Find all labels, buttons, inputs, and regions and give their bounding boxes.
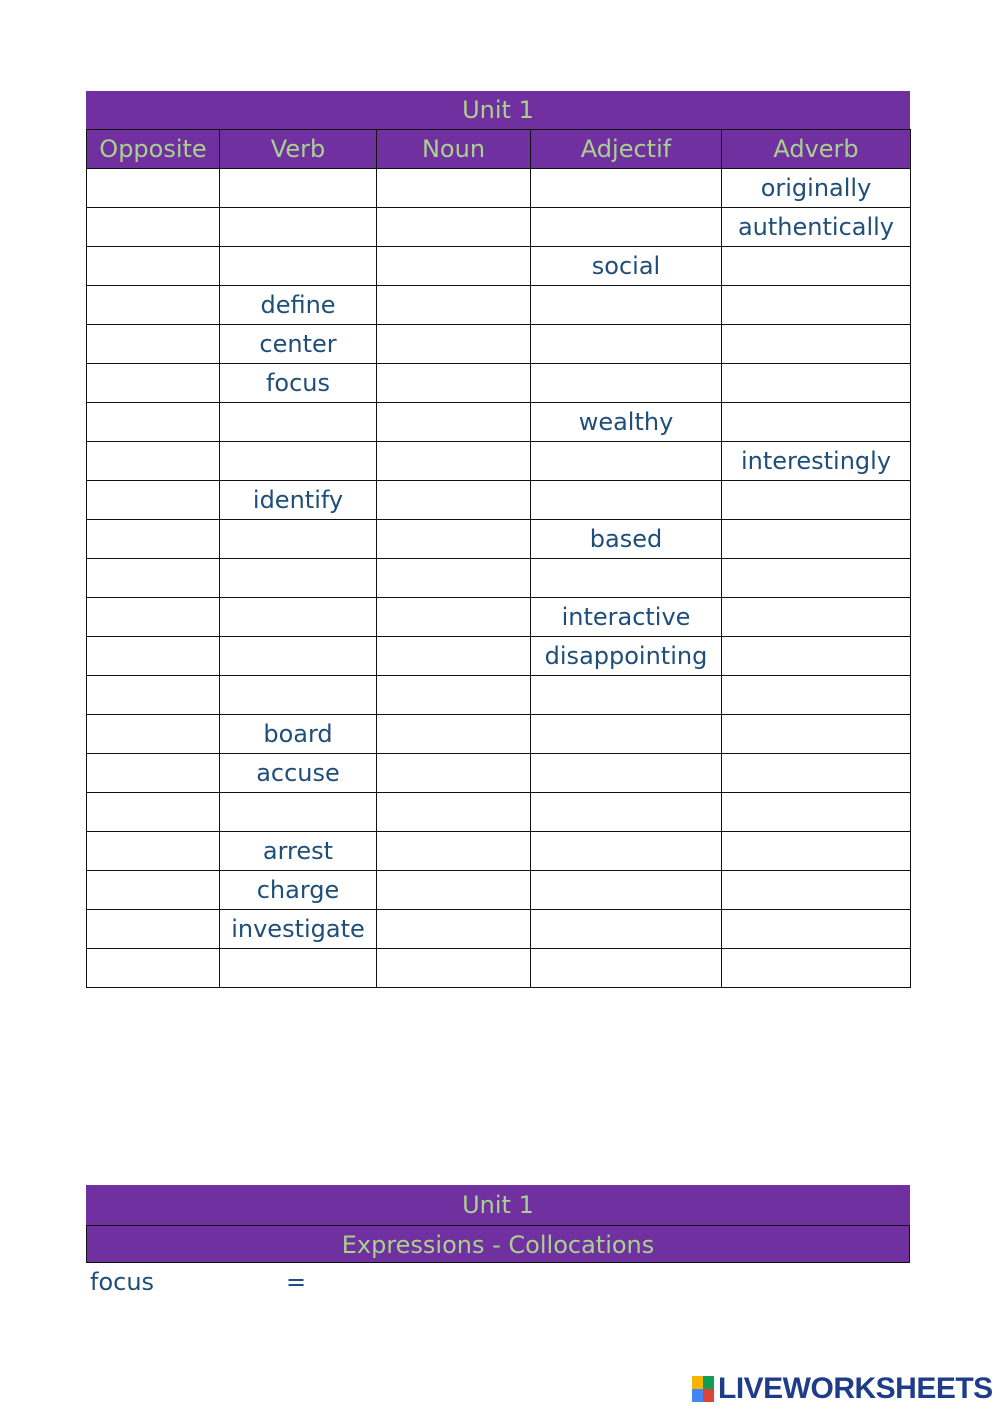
cell-verb[interactable] (220, 520, 377, 559)
cell-noun[interactable] (377, 481, 531, 520)
unit-title-banner: Unit 1 (86, 91, 910, 129)
expressions-section (86, 1185, 910, 1301)
cell-adjectif[interactable] (531, 871, 722, 910)
cell-opposite[interactable] (87, 247, 220, 286)
cell-verb: accuse (220, 754, 377, 793)
cell-adverb[interactable] (722, 481, 911, 520)
header-opposite: Opposite (87, 130, 220, 169)
cell-adjectif[interactable] (531, 364, 722, 403)
table-row (87, 247, 911, 286)
cell-noun[interactable] (377, 169, 531, 208)
cell-adjectif[interactable] (531, 325, 722, 364)
cell-opposite[interactable] (87, 715, 220, 754)
cell-opposite[interactable] (87, 598, 220, 637)
cell-opposite[interactable] (87, 793, 220, 832)
expressions-unit-banner: Unit 1 (86, 1185, 910, 1225)
cell-noun[interactable] (377, 832, 531, 871)
cell-adjectif[interactable] (531, 169, 722, 208)
table-row (87, 481, 911, 520)
cell-adverb[interactable] (722, 871, 911, 910)
cell-adverb[interactable] (722, 793, 911, 832)
header-verb: Verb (220, 130, 377, 169)
cell-adjectif[interactable] (531, 442, 722, 481)
cell-adverb: interestingly (722, 442, 911, 481)
cell-noun[interactable] (377, 871, 531, 910)
cell-adjectif[interactable] (531, 286, 722, 325)
table-row (87, 442, 911, 481)
table-row (87, 403, 911, 442)
cell-opposite[interactable] (87, 286, 220, 325)
table-row (87, 325, 911, 364)
cell-adjectif[interactable] (531, 949, 722, 988)
cell-noun[interactable] (377, 715, 531, 754)
cell-adverb[interactable] (722, 910, 911, 949)
cell-adverb[interactable] (722, 520, 911, 559)
table-row (87, 208, 911, 247)
cell-adverb[interactable] (722, 949, 911, 988)
cell-verb: define (220, 286, 377, 325)
liveworksheets-logo-icon (692, 1376, 714, 1402)
table-row (87, 520, 911, 559)
cell-opposite[interactable] (87, 208, 220, 247)
cell-verb: charge (220, 871, 377, 910)
cell-verb[interactable] (220, 403, 377, 442)
cell-verb[interactable] (220, 637, 377, 676)
vocabulary-table-section (86, 91, 910, 988)
header-adjectif: Adjectif (531, 130, 722, 169)
cell-verb[interactable] (220, 949, 377, 988)
cell-adjectif[interactable] (531, 754, 722, 793)
cell-adverb: authentically (722, 208, 911, 247)
cell-noun[interactable] (377, 364, 531, 403)
cell-noun[interactable] (377, 910, 531, 949)
cell-noun[interactable] (377, 676, 531, 715)
table-row (87, 364, 911, 403)
cell-opposite[interactable] (87, 481, 220, 520)
cell-adjectif[interactable] (531, 715, 722, 754)
cell-opposite[interactable] (87, 520, 220, 559)
cell-noun[interactable] (377, 208, 531, 247)
cell-noun[interactable] (377, 793, 531, 832)
table-row (87, 169, 911, 208)
table-header-row (87, 130, 911, 169)
cell-adjectif: wealthy (531, 403, 722, 442)
table-row (87, 715, 911, 754)
cell-adverb[interactable] (722, 715, 911, 754)
cell-verb[interactable] (220, 598, 377, 637)
cell-verb: center (220, 325, 377, 364)
cell-opposite[interactable] (87, 871, 220, 910)
cell-adverb[interactable] (722, 247, 911, 286)
cell-verb[interactable] (220, 676, 377, 715)
cell-adjectif: disappointing (531, 637, 722, 676)
cell-verb[interactable] (220, 208, 377, 247)
header-noun: Noun (377, 130, 531, 169)
expression-equals-sign: = (286, 1268, 307, 1296)
cell-adjectif: interactive (531, 598, 722, 637)
cell-opposite[interactable] (87, 559, 220, 598)
liveworksheets-brand (692, 1372, 993, 1406)
cell-adverb[interactable] (722, 286, 911, 325)
cell-opposite[interactable] (87, 403, 220, 442)
table-row (87, 637, 911, 676)
cell-verb: investigate (220, 910, 377, 949)
cell-adjectif[interactable] (531, 208, 722, 247)
table-row (87, 676, 911, 715)
cell-adjectif[interactable] (531, 559, 722, 598)
table-row (87, 871, 911, 910)
cell-noun[interactable] (377, 325, 531, 364)
table-row (87, 832, 911, 871)
cell-adjectif[interactable] (531, 793, 722, 832)
cell-adverb[interactable] (722, 637, 911, 676)
table-row (87, 910, 911, 949)
cell-opposite[interactable] (87, 169, 220, 208)
expression-row (86, 1263, 910, 1301)
cell-opposite[interactable] (87, 325, 220, 364)
cell-noun[interactable] (377, 520, 531, 559)
cell-verb[interactable] (220, 442, 377, 481)
cell-adverb[interactable] (722, 325, 911, 364)
cell-adverb[interactable] (722, 676, 911, 715)
cell-opposite[interactable] (87, 832, 220, 871)
table-row (87, 949, 911, 988)
cell-opposite[interactable] (87, 442, 220, 481)
cell-verb: focus (220, 364, 377, 403)
cell-verb[interactable] (220, 247, 377, 286)
cell-noun[interactable] (377, 598, 531, 637)
cell-adjectif[interactable] (531, 676, 722, 715)
cell-adjectif: based (531, 520, 722, 559)
cell-opposite[interactable] (87, 910, 220, 949)
cell-adverb[interactable] (722, 559, 911, 598)
cell-adjectif[interactable] (531, 910, 722, 949)
table-row (87, 598, 911, 637)
cell-noun[interactable] (377, 754, 531, 793)
cell-adverb[interactable] (722, 832, 911, 871)
cell-opposite[interactable] (87, 754, 220, 793)
table-row (87, 754, 911, 793)
expressions-subtitle-banner: Expressions - Collocations (86, 1225, 910, 1263)
word-forms-table (86, 129, 911, 988)
cell-noun[interactable] (377, 949, 531, 988)
cell-noun[interactable] (377, 247, 531, 286)
cell-adverb[interactable] (722, 754, 911, 793)
cell-opposite[interactable] (87, 676, 220, 715)
cell-adjectif[interactable] (531, 481, 722, 520)
cell-verb[interactable] (220, 169, 377, 208)
table-row (87, 286, 911, 325)
cell-verb: arrest (220, 832, 377, 871)
cell-noun[interactable] (377, 403, 531, 442)
cell-noun[interactable] (377, 286, 531, 325)
cell-verb[interactable] (220, 793, 377, 832)
cell-verb: identify (220, 481, 377, 520)
cell-adjectif: social (531, 247, 722, 286)
table-row (87, 793, 911, 832)
cell-noun[interactable] (377, 637, 531, 676)
cell-opposite[interactable] (87, 364, 220, 403)
cell-adverb[interactable] (722, 364, 911, 403)
cell-adverb: originally (722, 169, 911, 208)
cell-adjectif[interactable] (531, 832, 722, 871)
cell-opposite[interactable] (87, 637, 220, 676)
expression-term: focus (90, 1268, 155, 1296)
cell-opposite[interactable] (87, 949, 220, 988)
cell-adverb[interactable] (722, 598, 911, 637)
table-row (87, 559, 911, 598)
brand-name: LIVEWORKSHEETS (718, 1372, 993, 1405)
cell-verb[interactable] (220, 559, 377, 598)
header-adverb: Adverb (722, 130, 911, 169)
cell-noun[interactable] (377, 442, 531, 481)
cell-noun[interactable] (377, 559, 531, 598)
cell-adverb[interactable] (722, 403, 911, 442)
cell-verb: board (220, 715, 377, 754)
table-body (87, 169, 911, 988)
